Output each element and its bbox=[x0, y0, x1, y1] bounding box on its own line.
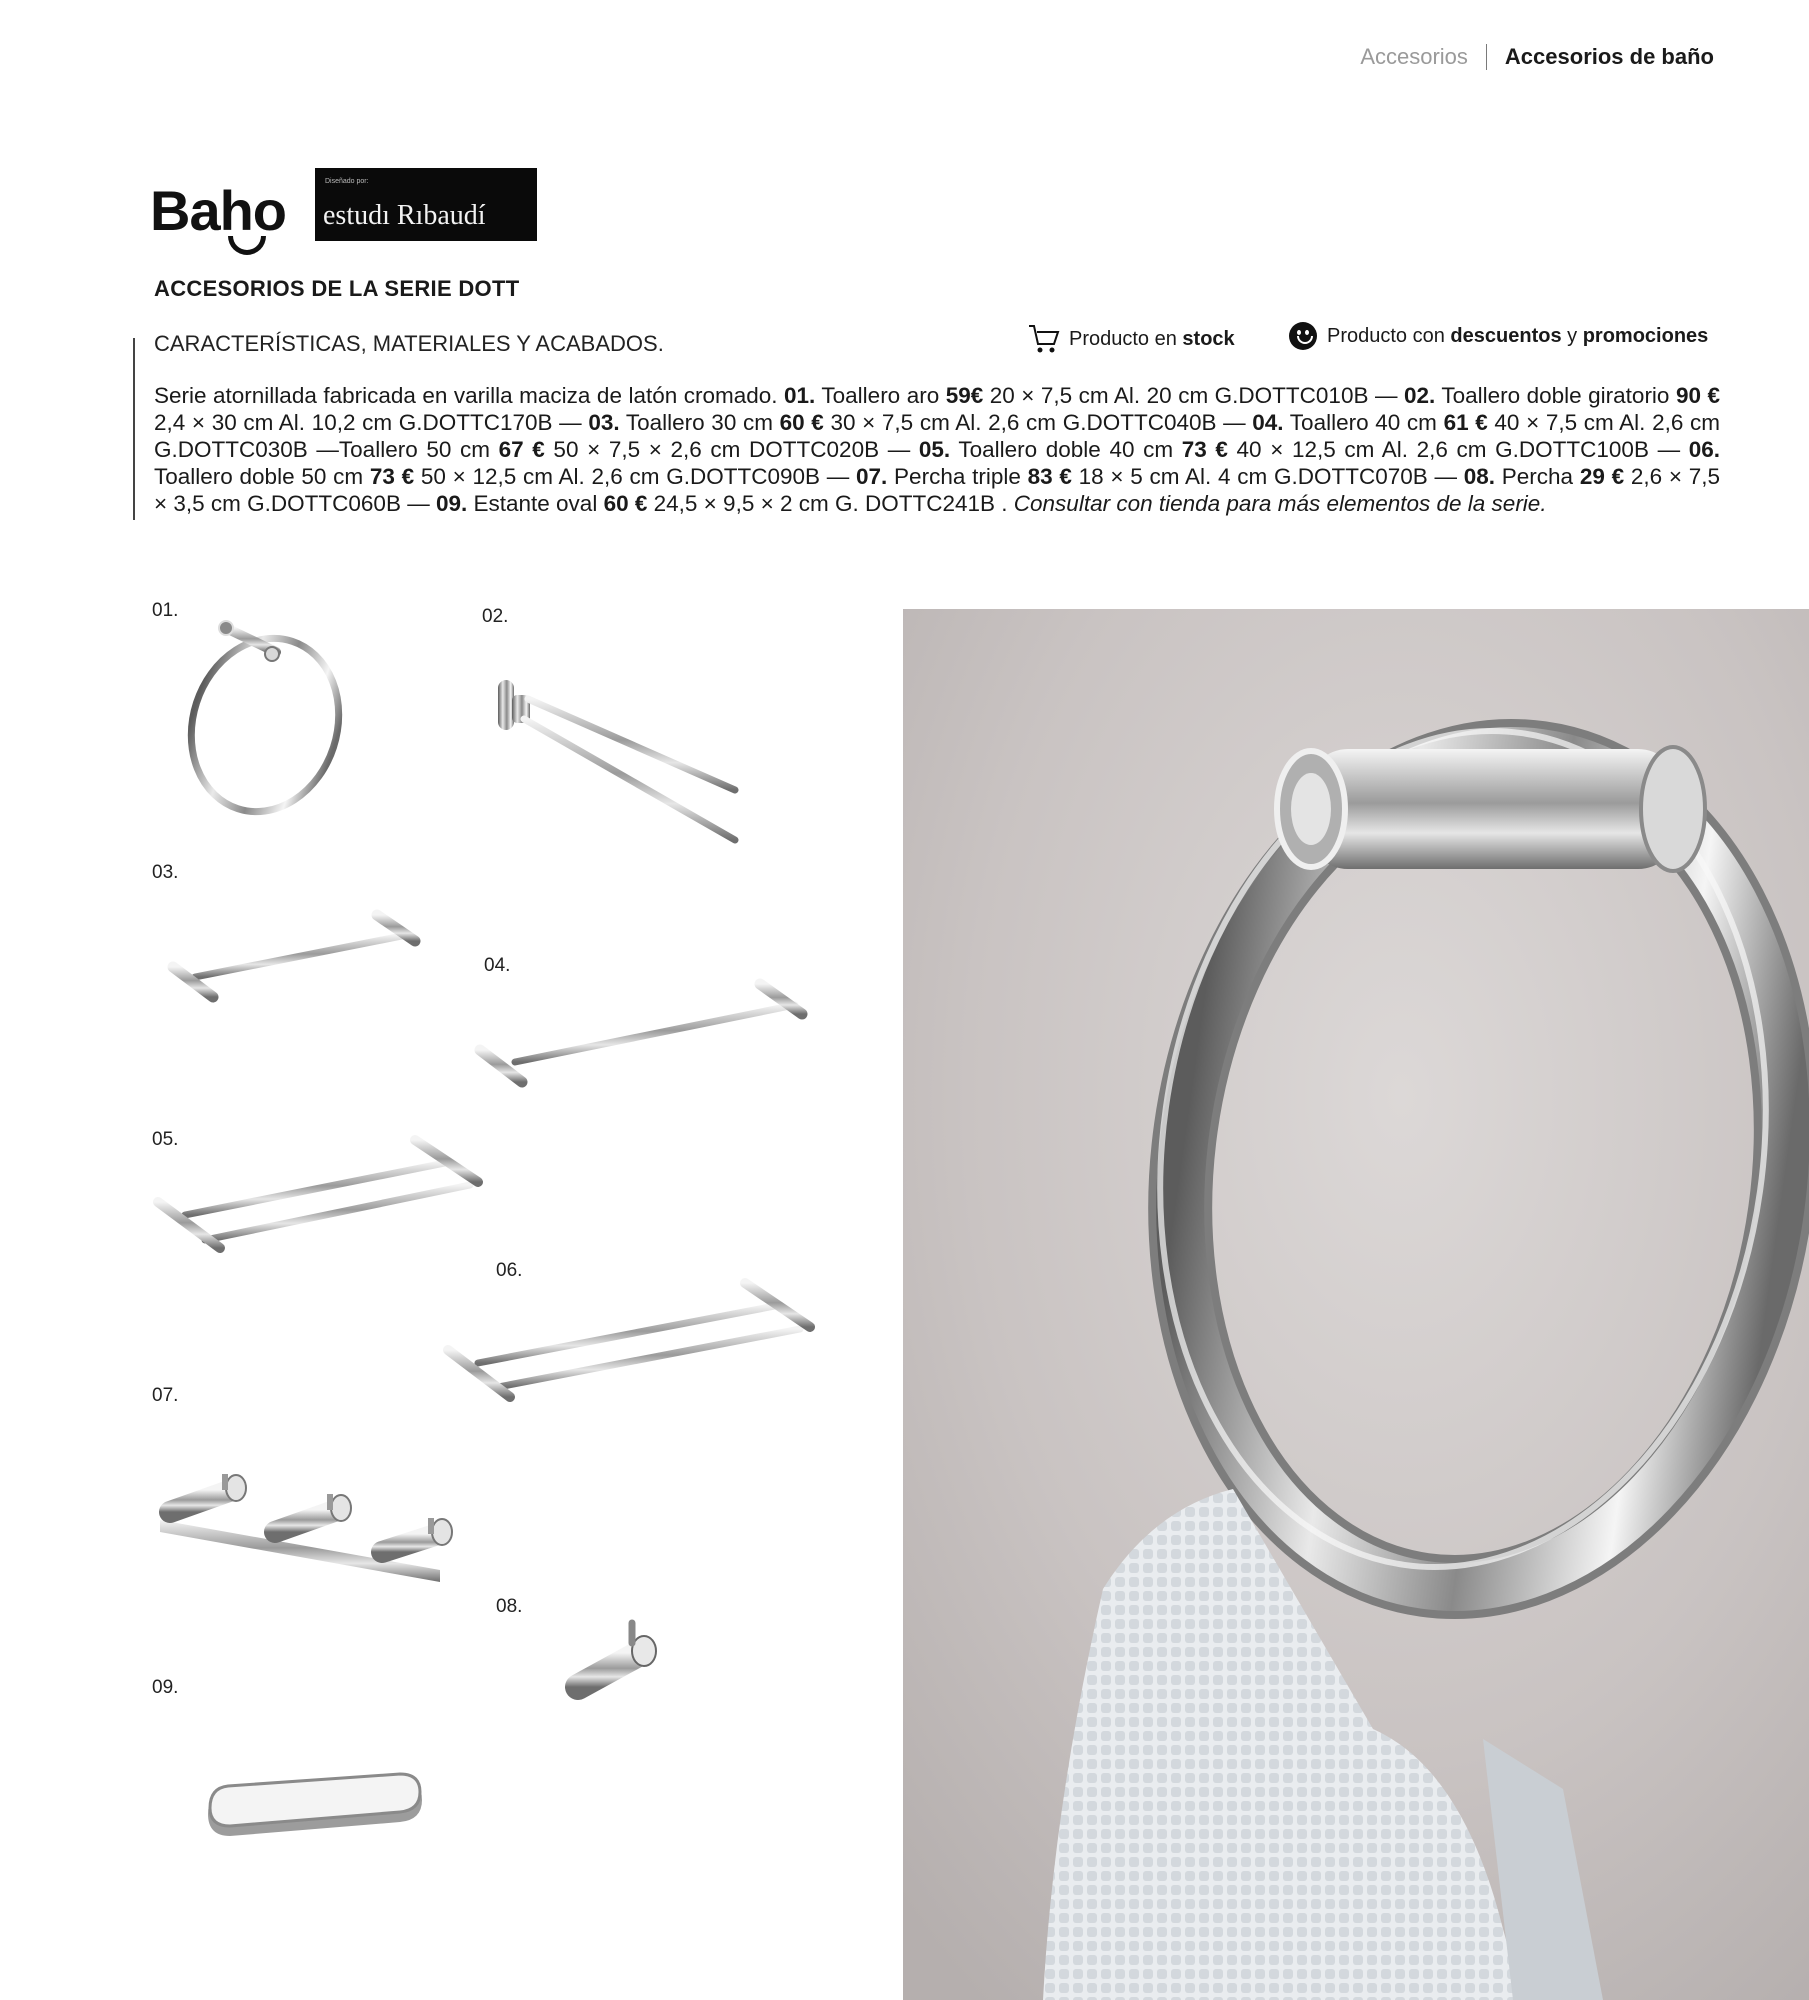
breadcrumb-current: Accesorios de baño bbox=[1504, 44, 1714, 69]
product-label-04: 04. bbox=[484, 955, 511, 976]
breadcrumb-section[interactable]: Accesorios bbox=[1360, 44, 1468, 69]
description-item-name: Toallero 30 cm bbox=[619, 410, 780, 435]
description-item-number: 03. bbox=[588, 410, 620, 435]
description-intro: Serie atornillada fabricada en varilla maciza de latón cromado. bbox=[154, 383, 785, 408]
description-item-spec: 30 × 7,5 cm Al. 2,6 cm G.DOTTC040B — bbox=[823, 410, 1253, 435]
description-note: Consultar con tienda para más elementos de la serie. bbox=[1013, 491, 1547, 516]
product-label-01: 01. bbox=[152, 600, 179, 621]
description-item-name: Toallero doble giratorio bbox=[1435, 383, 1676, 408]
specs-heading: CARACTERÍSTICAS, MATERIALES Y ACABADOS. bbox=[154, 331, 664, 356]
description-item-price: 90 € bbox=[1675, 383, 1720, 408]
product-label-08: 08. bbox=[496, 1596, 523, 1617]
description-item-price: 67 € bbox=[498, 437, 545, 462]
legend-promo-mid: y bbox=[1561, 324, 1583, 347]
description-item-spec: 2,6 × 7,5 × 3,5 cm G.DOTTC060B — bbox=[154, 464, 1721, 516]
description-item-number: 02. bbox=[1403, 383, 1436, 408]
towel-ring-icon bbox=[180, 610, 350, 830]
product-label-06: 06. bbox=[496, 1260, 523, 1281]
shopping-cart-icon bbox=[1027, 322, 1061, 356]
legend-promotions bbox=[1289, 322, 1708, 350]
designer-logo bbox=[315, 168, 537, 241]
breadcrumb bbox=[1360, 44, 1714, 70]
breadcrumb-separator bbox=[1486, 44, 1487, 70]
description-item-name: Toallero doble 50 cm bbox=[154, 464, 370, 489]
product-photo bbox=[903, 609, 1809, 2000]
legend-promo-prefix: Producto con bbox=[1327, 324, 1451, 347]
description-item-price: 59€ bbox=[945, 383, 984, 408]
description-item-name: Percha triple bbox=[887, 464, 1028, 489]
description-item-number: 06. bbox=[1688, 437, 1720, 462]
description-item-price: 73 € bbox=[369, 464, 415, 489]
description-item-spec: 20 × 7,5 cm Al. 20 cm G.DOTTC010B — bbox=[983, 383, 1404, 408]
description-item-name: Percha bbox=[1495, 464, 1580, 489]
description-item-price: 73 € bbox=[1181, 437, 1228, 462]
description-item-price: 83 € bbox=[1027, 464, 1072, 489]
description-item-spec: 40 × 7,5 cm Al. 2,6 cm G.DOTTC030B —Toallero 50 cm bbox=[154, 410, 1720, 462]
description-item-spec: 18 × 5 cm Al. 4 cm G.DOTTC070B — bbox=[1071, 464, 1464, 489]
single-hook-icon bbox=[560, 1615, 670, 1710]
double-towel-bar-40-icon bbox=[150, 1130, 490, 1260]
description-item-number: 09. bbox=[435, 491, 468, 516]
triple-hook-icon bbox=[150, 1460, 460, 1595]
series-title: ACCESORIOS DE LA SERIE DOTT bbox=[154, 276, 520, 301]
product-label-05: 05. bbox=[152, 1129, 179, 1150]
description-item-number: 05. bbox=[918, 437, 951, 462]
description-item-name: Estante oval bbox=[467, 491, 604, 516]
description-item-number: 04. bbox=[1252, 410, 1284, 435]
legend-stock-text: Producto en bbox=[1069, 327, 1183, 350]
description-item-spec: 50 × 7,5 × 2,6 cm DOTTC020B — bbox=[544, 437, 919, 462]
description-item-price: 60 € bbox=[603, 491, 648, 516]
towel-bar-30-icon bbox=[165, 905, 430, 1010]
description-item-name: Toallero aro bbox=[815, 383, 946, 408]
legend-stock bbox=[1027, 322, 1235, 356]
description-item-price: 61 € bbox=[1443, 410, 1488, 435]
brand-logo: Baho bbox=[150, 179, 286, 242]
legend-stock-bold: stock bbox=[1182, 327, 1235, 350]
product-label-02: 02. bbox=[482, 606, 509, 627]
smiley-icon bbox=[1289, 322, 1317, 350]
double-towel-bar-50-icon bbox=[440, 1275, 820, 1410]
description-item-price: 60 € bbox=[779, 410, 824, 435]
description-item-spec: 24,5 × 9,5 × 2 cm G. DOTTC241B . bbox=[647, 491, 1014, 516]
description-item-spec: 40 × 12,5 cm Al. 2,6 cm G.DOTTC100B — bbox=[1227, 437, 1689, 462]
towel-bar-40-icon bbox=[470, 972, 820, 1097]
description-item-number: 08. bbox=[1463, 464, 1496, 489]
swivel-double-towel-bar-icon bbox=[490, 675, 750, 855]
designer-name: estudı Rıbaudí bbox=[323, 200, 486, 231]
description-item-name: Toallero doble 40 cm bbox=[950, 437, 1182, 462]
legend-promo-bold-2: promociones bbox=[1582, 324, 1709, 347]
description-item-spec: 50 × 12,5 cm Al. 2,6 cm G.DOTTC090B — bbox=[414, 464, 857, 489]
photo-wall-mount bbox=[1277, 747, 1705, 871]
description-item-number: 01. bbox=[784, 383, 816, 408]
description-item-number: 07. bbox=[856, 464, 888, 489]
brand-logo-smile bbox=[228, 236, 266, 255]
description-item-spec: 2,4 × 30 cm Al. 10,2 cm G.DOTTC170B — bbox=[154, 410, 589, 435]
product-label-03: 03. bbox=[152, 862, 179, 883]
product-description bbox=[154, 382, 1720, 517]
section-rule bbox=[133, 338, 135, 520]
product-label-07: 07. bbox=[152, 1385, 179, 1406]
legend-promo-bold-1: descuentos bbox=[1450, 324, 1562, 347]
designer-caption: Diseñado por: bbox=[325, 178, 369, 185]
product-label-09: 09. bbox=[152, 1677, 179, 1698]
description-item-price: 29 € bbox=[1579, 464, 1625, 489]
description-item-name: Toallero 40 cm bbox=[1283, 410, 1444, 435]
oval-shelf-icon bbox=[200, 1770, 430, 1850]
